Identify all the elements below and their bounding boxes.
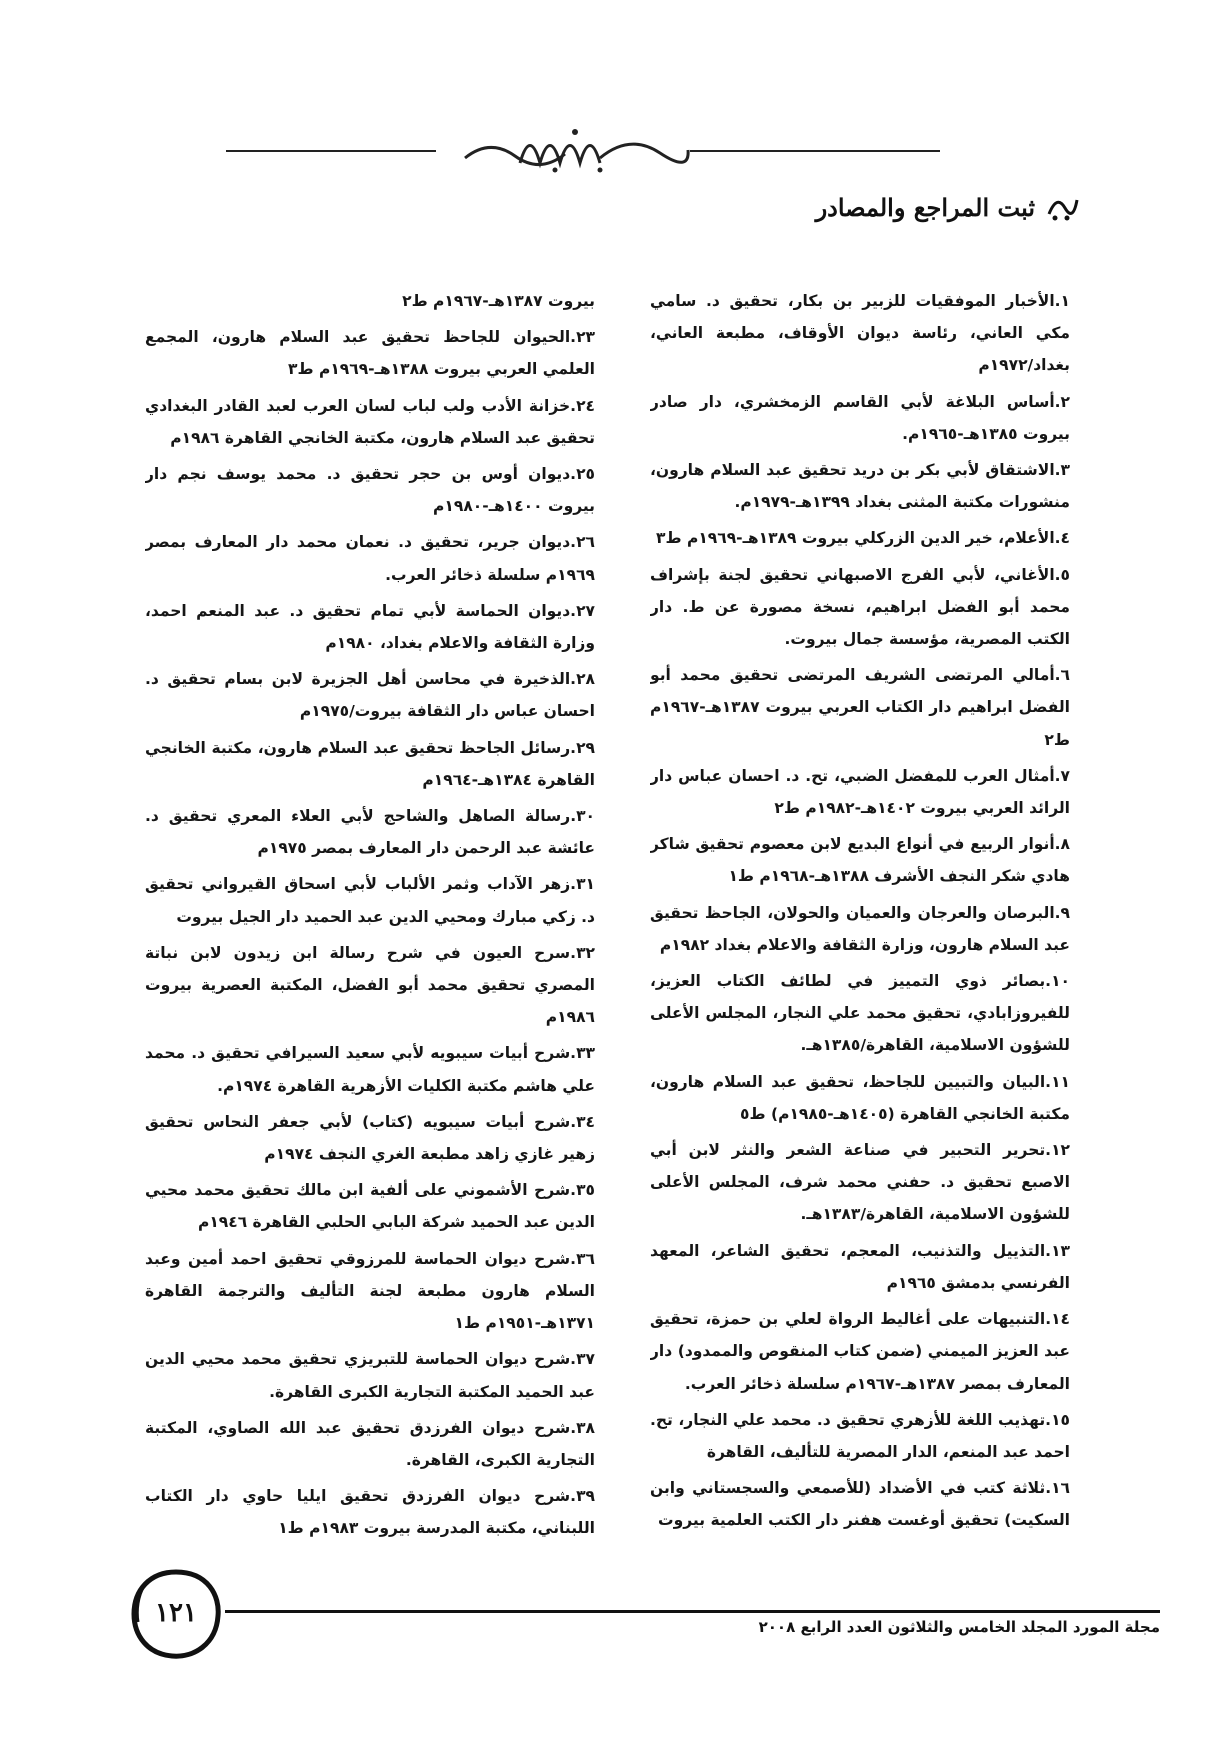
reference-entry: ٧.أمثال العرب للمفضل الضبي، تح. د. احسان عباس دار الرائد العربي بيروت ١٤٠٢هـ-١٩٨٢م ط٢ bbox=[650, 766, 1070, 818]
reference-entry: ٣٦.شرح ديوان الحماسة للمرزوقي تحقيق احمد أمين وعبد السلام هارون مطبعة لجنة التأليف والترجمة القاهرة ١٣٧١هـ-١٩٥١م ط١ bbox=[145, 1249, 595, 1333]
reference-entry: ٢.أساس البلاغة لأبي القاسم الزمخشري، دار صادر بيروت ١٣٨٥هـ-١٩٦٥م. bbox=[650, 392, 1070, 443]
reference-entry: ٨.أنوار الربيع في أنواع البديع لابن معصوم تحقيق شاكر هادي شكر النجف الأشرف ١٣٨٨هـ-١٩٦٨م ط١ bbox=[650, 835, 1070, 886]
reference-entry: ١٤.التنبيهات على أغاليط الرواة لعلي بن حمزة، تحقيق عبد العزيز الميمني (ضمن كتاب المنقوص والممدود) دار المعارف بمصر ١٣٨٧هـ-١٩٦٧م سلسلة ذخائر العرب. bbox=[650, 1310, 1070, 1393]
reference-entry: ٦.أمالي المرتضى الشريف المرتضى تحقيق محمد أبو الفضل ابراهيم دار الكتاب العربي بيروت ١٣٨٧هـ-١٩٦٧م ط٢ bbox=[650, 666, 1070, 749]
reference-entry: ٥.الأغاني، لأبي الفرج الاصبهاني تحقيق لجنة بإشراف محمد أبو الفضل ابراهيم، نسخة مصورة عن ط. دار الكتب المصرية، مؤسسة جمال بيروت. bbox=[650, 565, 1070, 649]
right-column bbox=[650, 285, 1070, 1540]
reference-entry: ٤.الأعلام، خير الدين الزركلي بيروت ١٣٨٩هـ-١٩٦٩م ط٣ bbox=[655, 529, 1070, 548]
reference-entry: ٣٧.شرح ديوان الحماسة للتبريزي تحقيق محمد محيي الدين عبد الحميد المكتبة التجارية الكبرى القاهرة. bbox=[145, 1350, 595, 1401]
page-number: ١٢١ bbox=[155, 1598, 197, 1628]
reference-entry: ٣٤.شرح أبيات سيبويه (كتاب) لأبي جعفر النحاس تحقيق زهير غازي زاهد مطبعة الغري النجف ١٩٧٤م bbox=[145, 1112, 595, 1164]
section-heading-text: ثبت المراجع والمصادر bbox=[815, 192, 1035, 222]
reference-entry: ٢٨.الذخيرة في محاسن أهل الجزيرة لابن بسام تحقيق د. احسان عباس دار الثقافة بيروت/١٩٧٥م bbox=[145, 670, 595, 721]
reference-entry: ٢٣.الحيوان للجاحظ تحقيق عبد السلام هارون، المجمع العلمي العربي بيروت ١٣٨٨هـ-١٩٦٩م ط٣ bbox=[145, 328, 595, 379]
reference-entry: بيروت ١٣٨٧هـ-١٩٦٧م ط٢ bbox=[402, 292, 595, 310]
reference-entry: ١٣.التذييل والتذنيب، المعجم، تحقيق الشاعر، المعهد الفرنسي بدمشق ١٩٦٥م bbox=[650, 1241, 1070, 1292]
reference-entry: ٣٠.رسالة الصاهل والشاحج لأبي العلاء المعري تحقيق د. عائشة عبد الرحمن دار المعارف بمصر ١٩٧٥م bbox=[145, 807, 595, 858]
reference-entry: ٣٣.شرح أبيات سيبويه لأبي سعيد السيرافي تحقيق د. محمد علي هاشم مكتبة الكليات الأزهرية القاهرة ١٩٧٤م. bbox=[145, 1044, 595, 1095]
reference-entry: ١٥.تهذيب اللغة للأزهري تحقيق د. محمد علي النجار، تح. احمد عبد المنعم، الدار المصرية للتأليف، القاهرة bbox=[650, 1410, 1070, 1461]
reference-entry: ١٦.ثلاثة كتب في الأضداد (للأصمعي والسجستاني وابن السكيت) تحقيق أوغست هفنر دار الكتب العلمية بيروت bbox=[650, 1479, 1070, 1530]
reference-entry: ١١.البيان والتبيين للجاحظ، تحقيق عبد السلام هارون، مكتبة الخانجي القاهرة (١٤٠٥هـ-١٩٨٥م) ط٥ bbox=[650, 1072, 1070, 1123]
journal-footer: مجلة المورد المجلد الخامس والثلاثون العدد الرابع ٢٠٠٨ bbox=[758, 1618, 1160, 1636]
reference-entry: ٣٥.شرح الأشموني على ألفية ابن مالك تحقيق محمد محيي الدين عبد الحميد شركة البابي الحلبي القاهرة ١٩٤٦م bbox=[145, 1181, 595, 1232]
reference-entry: ٢٦.ديوان جرير، تحقيق د. نعمان محمد دار المعارف بمصر ١٩٦٩م سلسلة ذخائر العرب. bbox=[145, 533, 595, 584]
reference-entry: ٣٩.شرح ديوان الفرزدق تحقيق ايليا حاوي دار الكتاب اللبناني، مكتبة المدرسة بيروت ١٩٨٣م ط١ bbox=[145, 1487, 595, 1538]
reference-entry: ٣١.زهر الآداب وثمر الألباب لأبي اسحاق القيرواني تحقيق د. زكي مبارك ومحيي الدين عبد الحميد دار الجيل بيروت bbox=[145, 875, 595, 926]
section-heading bbox=[719, 190, 1079, 224]
reference-entry: ٣.الاشتقاق لأبي بكر بن دريد تحقيق عبد السلام هارون، منشورات مكتبة المثنى بغداد ١٣٩٩هـ-١٩٧٩م. bbox=[650, 461, 1070, 512]
reference-entry: ٢٩.رسائل الجاحظ تحقيق عبد السلام هارون، مكتبة الخانجي القاهرة ١٣٨٤هـ-١٩٦٤م bbox=[145, 738, 595, 789]
top-rule-left bbox=[226, 150, 436, 152]
footer-rule bbox=[225, 1610, 1160, 1613]
reference-entry: ١٠.بصائر ذوي التمييز في لطائف الكتاب العزيز، للفيروزابادي، تحقيق محمد علي النجار، المجلس الأعلى للشؤون الاسلامية، القاهرة/١٣٨٥هـ. bbox=[650, 972, 1070, 1055]
reference-entry: ٢٤.خزانة الأدب ولب لباب لسان العرب لعبد القادر البغدادي تحقيق عبد السلام هارون، مكتبة الخانجي القاهرة ١٩٨٦م bbox=[145, 396, 595, 447]
reference-entry: ٣٢.سرح العيون في شرح رسالة ابن زيدون لابن نباتة المصري تحقيق محمد أبو الفضل، المكتبة العصرية بيروت ١٩٨٦م bbox=[145, 943, 595, 1027]
calligraphy-ornament bbox=[460, 118, 690, 178]
top-rule-right bbox=[690, 150, 940, 152]
heading-ornament-icon bbox=[1045, 190, 1079, 224]
reference-entry: ١٢.تحرير التحبير في صناعة الشعر والنثر لابن أبي الاصبع تحقيق د. حفني محمد شرف، المجلس الأعلى للشؤون الاسلامية، القاهرة/١٣٨٣هـ. bbox=[650, 1141, 1070, 1224]
reference-entry: ٣٨.شرح ديوان الفرزدق تحقيق عبد الله الصاوي، المكتبة التجارية الكبرى، القاهرة. bbox=[145, 1418, 595, 1469]
reference-entry: ٩.البرصان والعرجان والعميان والحولان، الجاحظ تحقيق عبد السلام هارون، وزارة الثقافة والاعلام بغداد ١٩٨٢م bbox=[650, 903, 1070, 954]
reference-entry: ٢٧.ديوان الحماسة لأبي تمام تحقيق د. عبد المنعم احمد، وزارة الثقافة والاعلام بغداد، ١٩٨٠م bbox=[145, 601, 595, 653]
left-column bbox=[145, 285, 595, 1540]
reference-entry: ١.الأخبار الموفقيات للزبير بن بكار، تحقيق د. سامي مكي العاني، رئاسة ديوان الأوقاف، مطبعة العاني، بغداد/١٩٧٢م bbox=[650, 292, 1070, 375]
reference-entry: ٢٥.ديوان أوس بن حجر تحقيق د. محمد يوسف نجم دار بيروت ١٤٠٠هـ-١٩٨٠م bbox=[145, 465, 595, 516]
